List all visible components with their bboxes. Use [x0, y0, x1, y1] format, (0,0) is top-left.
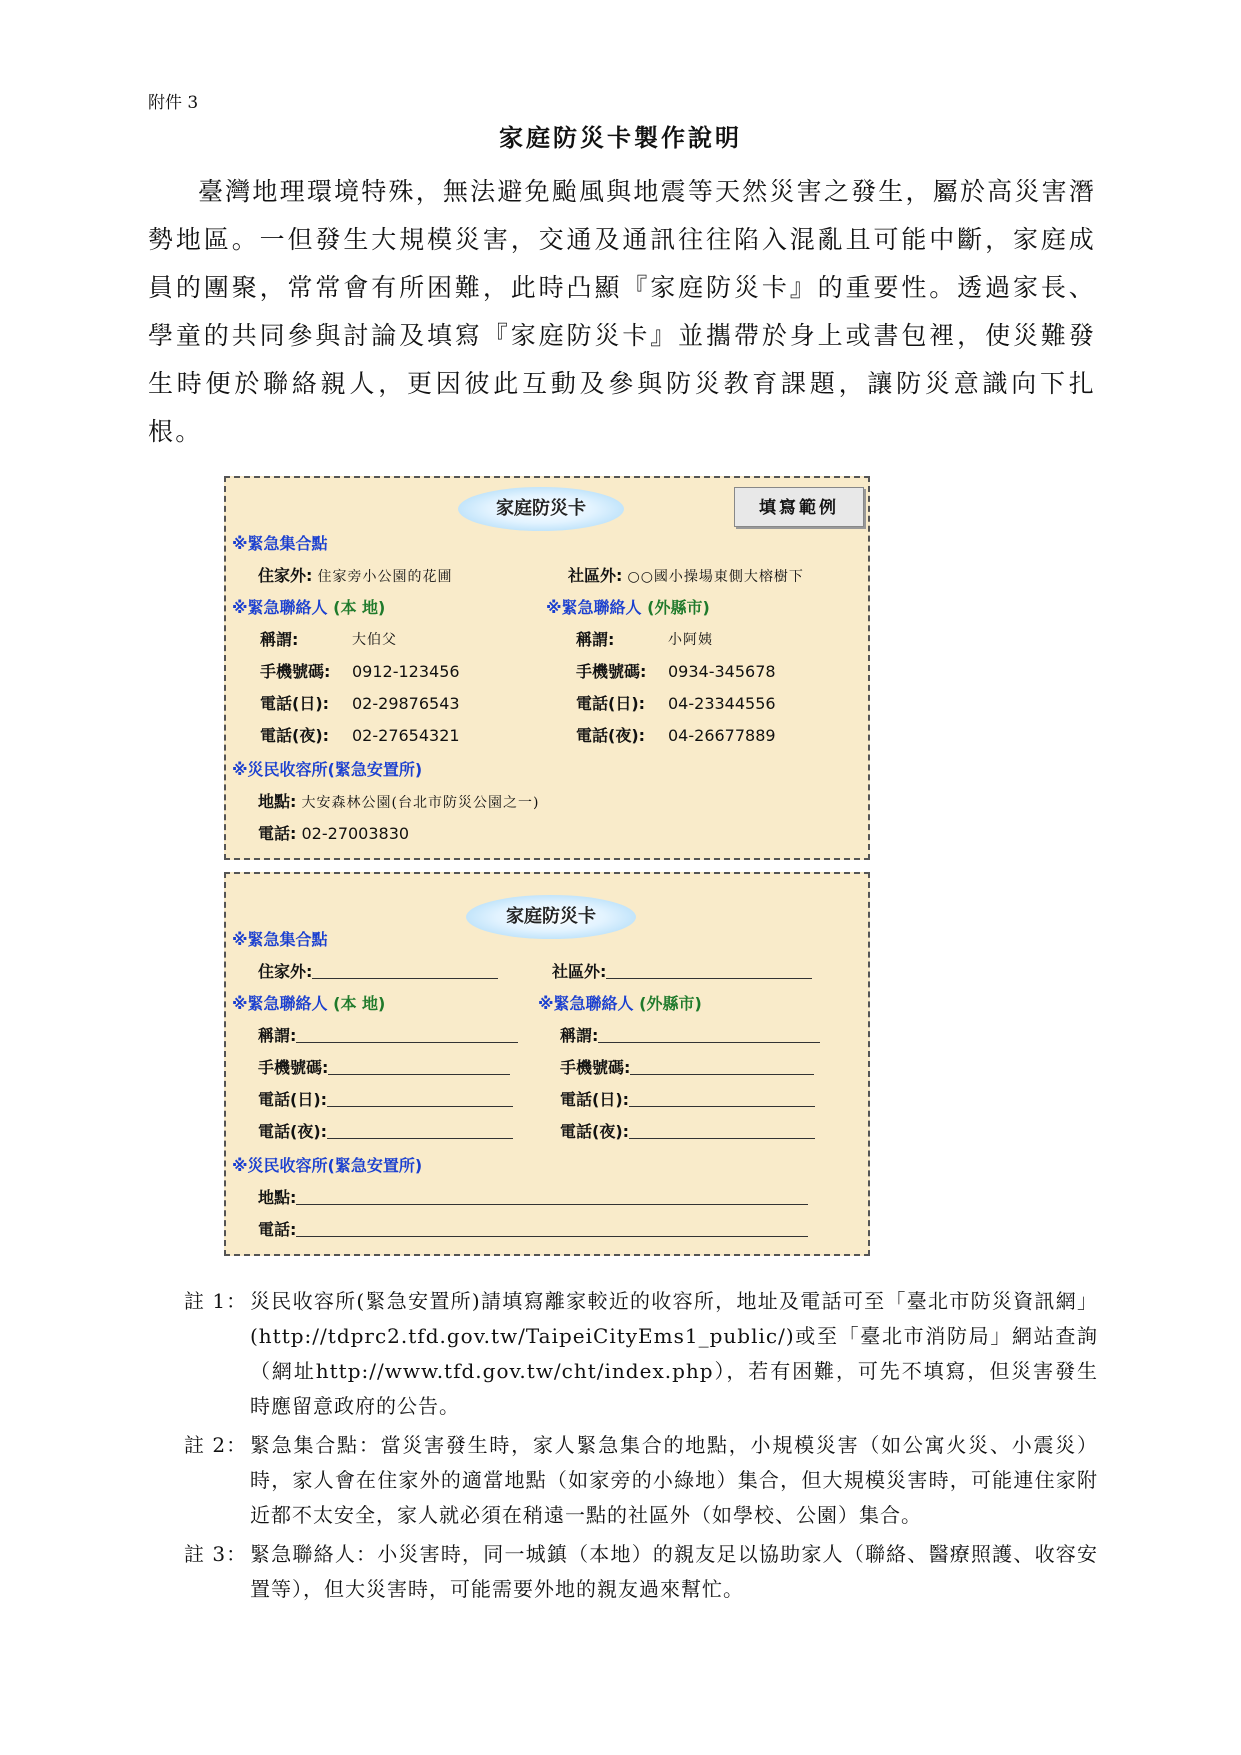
remote-day-label: 電話(日): [576, 694, 646, 713]
shelter-phone-row [258, 824, 409, 844]
shelter-phone-label: 電話: [258, 824, 297, 843]
card-title: 家庭防災卡 [466, 895, 636, 939]
local-mobile-value: 0912-123456 [352, 662, 460, 681]
shelter-place-value: 大安森林公園(台北市防災公園之一) [301, 795, 540, 811]
remote-mobile-value: 0934-345678 [668, 662, 776, 681]
local-name-label: 稱謂: [258, 1026, 297, 1045]
home-value: 住家旁小公園的花圃 [317, 569, 453, 585]
section-remote-contact [538, 994, 702, 1014]
local-night-blank-line [327, 1123, 513, 1139]
section-remote-paren: (外縣市) [639, 994, 702, 1013]
remote-name-blank-line [598, 1027, 820, 1043]
remote-night-label: 電話(夜): [576, 726, 646, 745]
community-blank-line [606, 963, 812, 979]
home-label: 住家外: [258, 566, 313, 585]
remote-day-label: 電話(日): [560, 1090, 630, 1109]
remote-mobile-label: 手機號碼: [560, 1058, 631, 1077]
note-3-key: 註 3： [184, 1542, 248, 1566]
shelter-place-row [258, 792, 539, 813]
section-remote-contact [546, 598, 710, 618]
remote-name-value: 小阿姨 [668, 632, 713, 648]
local-name-value: 大伯父 [352, 632, 397, 648]
remote-mobile-blank-line [630, 1059, 814, 1075]
remote-mobile-label: 手機號碼: [576, 662, 647, 681]
shelter-place-blank-line [296, 1189, 808, 1205]
local-name-label: 稱謂: [260, 630, 299, 649]
home-label: 住家外: [258, 962, 313, 981]
community-label: 社區外: [568, 566, 623, 585]
sample-card [224, 476, 870, 860]
community-row [568, 566, 804, 587]
community-value: ○○國小操場東側大榕樹下 [627, 569, 804, 585]
section-shelter: ※災民收容所(緊急安置所) [232, 1156, 423, 1175]
card-title: 家庭防災卡 [458, 487, 624, 531]
note-2-text: 緊急集合點：當災害發生時，家人緊急集合的地點，小規模災害（如公寓火災、小震災）時，家人會在住家外的適當地點（如家旁的小綠地）集合，但大規模災害時，可能連住家附近都不太安全，家人就必須在稍遠一點的社區外（如學校、公園）集合。 [250, 1433, 1098, 1527]
shelter-phone-value: 02-27003830 [301, 824, 410, 843]
section-assembly: ※緊急集合點 [232, 534, 328, 553]
section-local-paren: (本 地) [333, 994, 386, 1013]
section-local-paren: (本 地) [333, 598, 386, 617]
local-day-value: 02-29876543 [352, 694, 460, 713]
community-row [552, 962, 812, 982]
home-row [258, 566, 453, 587]
section-assembly: ※緊急集合點 [232, 930, 328, 949]
blank-card [224, 872, 870, 1256]
shelter-phone-row [258, 1220, 808, 1240]
page-title: 家庭防災卡製作說明 [499, 123, 742, 152]
note-2-key: 註 2： [184, 1433, 248, 1457]
attachment-label: 附件 3 [148, 93, 199, 113]
local-mobile-label: 手機號碼: [260, 662, 331, 681]
note-3-text: 緊急聯絡人：小災害時，同一城鎮（本地）的親友足以協助家人（聯絡、醫療照護、收容安置等），但大災害時，可能需要外地的親友過來幫忙。 [250, 1542, 1098, 1601]
home-row [258, 962, 498, 982]
remote-night-row [560, 1122, 815, 1142]
local-night-label: 電話(夜): [260, 726, 330, 745]
home-blank-line [312, 963, 498, 979]
local-name-blank-line [296, 1027, 518, 1043]
remote-night-label: 電話(夜): [560, 1122, 630, 1141]
note-2 [184, 1428, 1098, 1533]
notes-list [184, 1284, 1098, 1611]
local-mobile-blank-line [328, 1059, 510, 1075]
note-3 [184, 1537, 1098, 1607]
shelter-phone-blank-line [296, 1221, 808, 1237]
shelter-place-label: 地點: [258, 1188, 297, 1207]
remote-name-row [560, 1026, 820, 1046]
local-day-label: 電話(日): [260, 694, 330, 713]
local-name-row [258, 1026, 518, 1046]
intro-text: 臺灣地理環境特殊，無法避免颱風與地震等天然災害之發生，屬於高災害潛勢地區。一但發生大規模災害，交通及通訊往往陷入混亂且可能中斷，家庭成員的團聚，常常會有所困難，此時凸顯『家庭防災卡』的重要性。透過家長、學童的共同參與討論及填寫『家庭防災卡』並攜帶於身上或書包裡，使災難發生時便於聯絡親人，更因彼此互動及參與防災教育課題，讓防災意識向下扎根。 [148, 177, 1096, 446]
section-shelter: ※災民收容所(緊急安置所) [232, 760, 423, 779]
remote-day-value: 04-23344556 [668, 694, 776, 713]
shelter-place-label: 地點: [258, 792, 297, 811]
remote-day-row [560, 1090, 815, 1110]
community-label: 社區外: [552, 962, 607, 981]
note-1-key: 註 1： [184, 1289, 248, 1313]
section-local-contact [232, 598, 385, 618]
remote-name-label: 稱謂: [560, 1026, 599, 1045]
local-day-blank-line [327, 1091, 513, 1107]
section-local-label: ※緊急聯絡人 [232, 598, 328, 617]
note-1 [184, 1284, 1098, 1424]
note-1-text: 災民收容所(緊急安置所)請填寫離家較近的收容所，地址及電話可至「臺北市防災資訊網」(http://tdprc2.tfd.gov.tw/TaipeiCityEms1_public/)或至「臺北市消防局」網站查詢（網址http://www.tfd.gov.tw/cht/index.php），若有困難，可先不填寫，但災害發生時應留意政府的公告。 [250, 1289, 1098, 1418]
remote-night-value: 04-26677889 [668, 726, 776, 745]
section-remote-label: ※緊急聯絡人 [546, 598, 642, 617]
remote-day-blank-line [629, 1091, 815, 1107]
remote-name-label: 稱謂: [576, 630, 615, 649]
section-remote-label: ※緊急聯絡人 [538, 994, 634, 1013]
section-local-label: ※緊急聯絡人 [232, 994, 328, 1013]
local-mobile-label: 手機號碼: [258, 1058, 329, 1077]
local-day-label: 電話(日): [258, 1090, 328, 1109]
remote-mobile-row [560, 1058, 814, 1078]
remote-night-blank-line [629, 1123, 815, 1139]
section-local-contact [232, 994, 385, 1014]
local-mobile-row [258, 1058, 510, 1078]
local-night-value: 02-27654321 [352, 726, 460, 745]
local-day-row [258, 1090, 513, 1110]
sample-badge: 填寫範例 [734, 487, 864, 527]
local-night-label: 電話(夜): [258, 1122, 328, 1141]
intro-paragraph [148, 168, 1096, 456]
shelter-place-row [258, 1188, 808, 1208]
local-night-row [258, 1122, 513, 1142]
section-remote-paren: (外縣市) [647, 598, 710, 617]
shelter-phone-label: 電話: [258, 1220, 297, 1239]
